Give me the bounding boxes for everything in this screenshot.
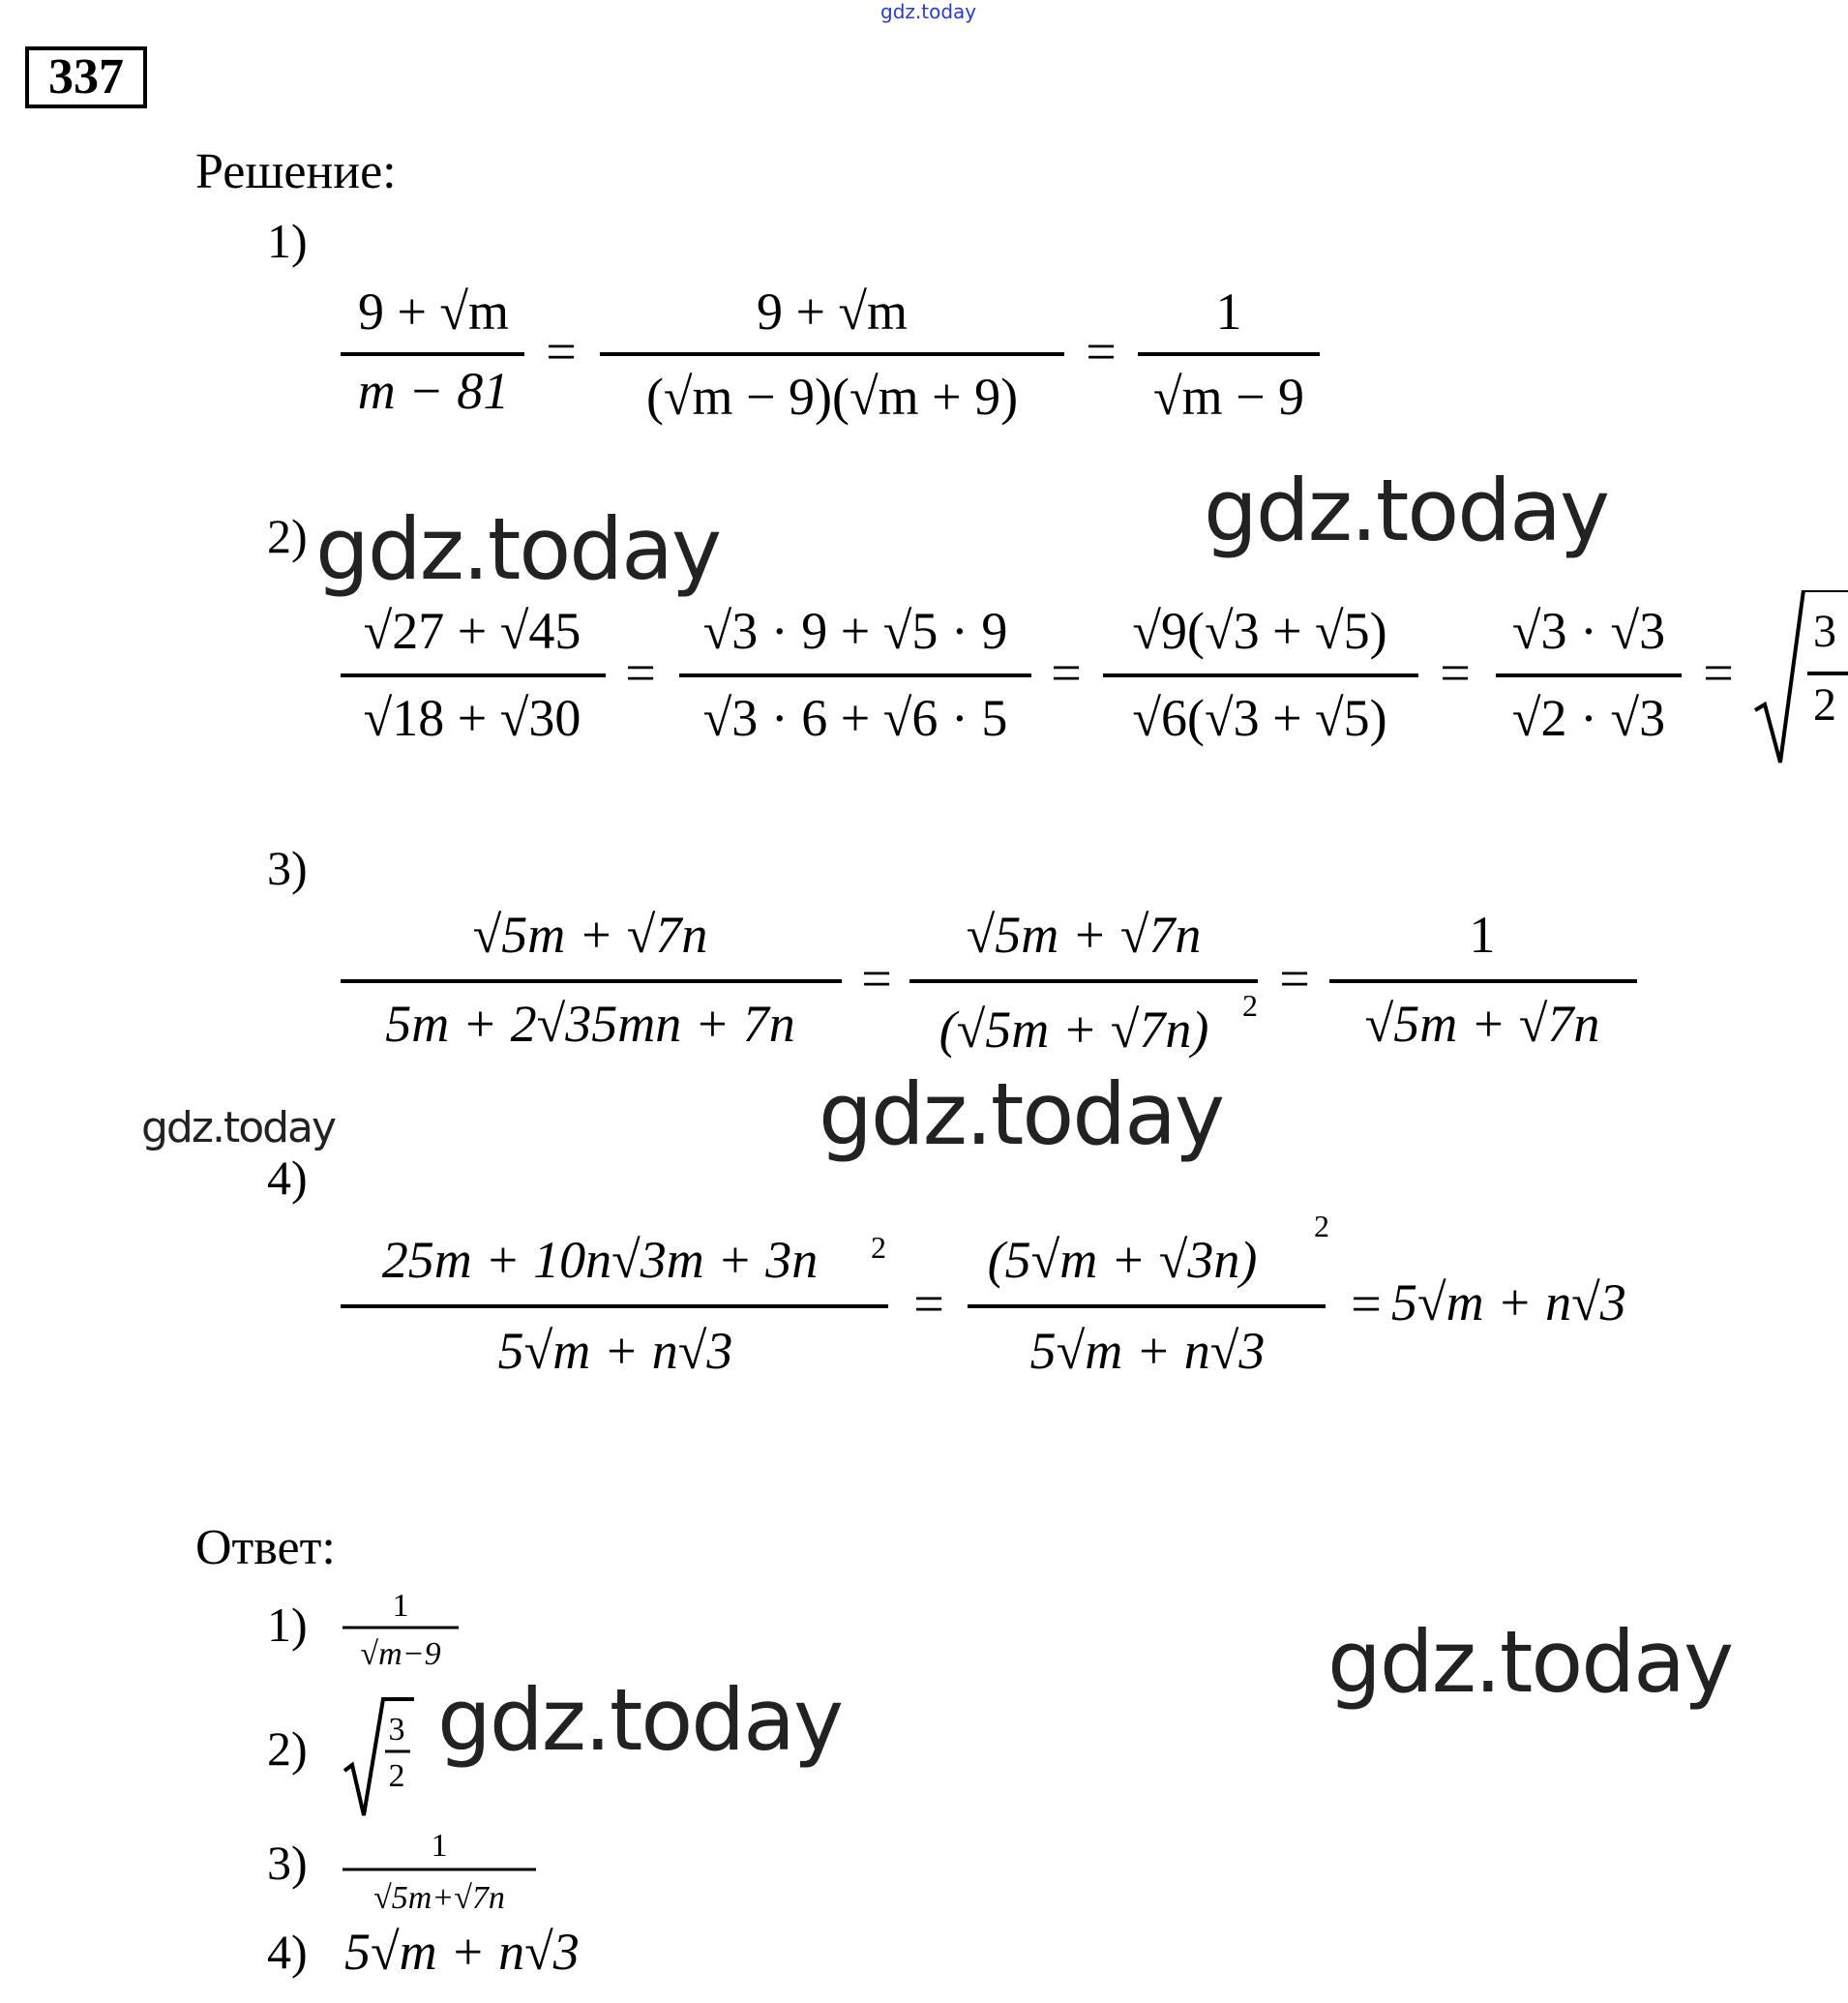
expr2-den3: √6(√3 + √5) bbox=[1132, 689, 1387, 747]
expr1-den1: m − 81 bbox=[357, 362, 510, 420]
watermark: gdz.today bbox=[1327, 1612, 1733, 1712]
expr3-num2: √5m + √7n bbox=[966, 906, 1202, 964]
expr1-num2: 9 + √m bbox=[756, 283, 909, 341]
equals-sign: = bbox=[1440, 643, 1471, 703]
answer-3-den: √5m+√7n bbox=[373, 1880, 505, 1916]
watermark-top: gdz.today bbox=[880, 0, 977, 23]
answer-1 bbox=[339, 1583, 474, 1680]
answer-3-num: 1 bbox=[431, 1828, 448, 1864]
expression-1 bbox=[329, 271, 1355, 445]
expression-4 bbox=[329, 1200, 1703, 1393]
solution-label: Решение: bbox=[195, 144, 397, 199]
expr4-num2-exponent: 2 bbox=[1314, 1209, 1329, 1243]
expr1-num3: 1 bbox=[1215, 283, 1242, 341]
expr3-den2: (√5m + √7n) bbox=[939, 1001, 1209, 1059]
equals-sign: = bbox=[1703, 643, 1734, 703]
answer-number-4: 4) bbox=[267, 1925, 308, 1979]
answer-number-1: 1) bbox=[267, 1598, 308, 1652]
expr2-radicand-den: 2 bbox=[1813, 679, 1836, 731]
equals-sign: = bbox=[1351, 1274, 1382, 1334]
equals-sign: = bbox=[1086, 322, 1117, 382]
expr4-result: 5√m + n√3 bbox=[1391, 1273, 1626, 1331]
equals-sign: = bbox=[1279, 949, 1310, 1009]
expr2-num3: √9(√3 + √5) bbox=[1132, 602, 1387, 660]
equals-sign: = bbox=[625, 643, 656, 703]
answer-number-3: 3) bbox=[267, 1836, 308, 1890]
item-number-3: 3) bbox=[267, 841, 308, 895]
expr2-num1: √27 + √45 bbox=[363, 602, 581, 660]
equals-sign: = bbox=[913, 1274, 944, 1334]
watermark: gdz.today bbox=[141, 1103, 336, 1152]
expr2-radicand-num: 3 bbox=[1813, 606, 1836, 657]
expr2-num2: √3 · 9 + √5 · 9 bbox=[702, 602, 1008, 660]
expr3-num1: √5m + √7n bbox=[472, 906, 708, 964]
expr4-den2: 5√m + n√3 bbox=[1029, 1322, 1266, 1380]
expr1-den3: √m − 9 bbox=[1152, 368, 1305, 426]
answer-4: 5√m + n√3 bbox=[344, 1923, 580, 1981]
item-number-4: 4) bbox=[267, 1151, 308, 1205]
answer-2-radicand-num: 3 bbox=[388, 1712, 405, 1748]
expr3-exponent: 2 bbox=[1242, 988, 1258, 1023]
item-number-2: 2) bbox=[267, 509, 308, 563]
answer-3 bbox=[339, 1823, 542, 1929]
expr4-num2: (5√m + √3n) bbox=[987, 1231, 1258, 1289]
watermark: gdz.today bbox=[437, 1670, 843, 1770]
expr3-den1: 5m + 2√35mn + 7n bbox=[385, 995, 795, 1053]
answer-2 bbox=[339, 1689, 426, 1825]
expr1-den2: (√m − 9)(√m + 9) bbox=[645, 368, 1019, 426]
expr3-den3: √5m + √7n bbox=[1364, 995, 1600, 1053]
expr2-den4: √2 · √3 bbox=[1511, 689, 1666, 747]
watermark: gdz.today bbox=[315, 499, 721, 599]
expr4-den1: 5√m + n√3 bbox=[497, 1322, 733, 1380]
expression-3 bbox=[329, 890, 1645, 1084]
equals-sign: = bbox=[546, 322, 577, 382]
expr4-num1-exponent: 2 bbox=[871, 1230, 886, 1265]
answer-label: Ответ: bbox=[195, 1520, 336, 1575]
watermark: gdz.today bbox=[819, 1064, 1224, 1164]
expr3-num3: 1 bbox=[1469, 906, 1496, 964]
item-number-1: 1) bbox=[267, 214, 308, 268]
watermark: gdz.today bbox=[1204, 461, 1609, 560]
equals-sign: = bbox=[1051, 643, 1082, 703]
equals-sign: = bbox=[861, 949, 892, 1009]
expr2-den2: √3 · 6 + √6 · 5 bbox=[702, 689, 1008, 747]
expr4-num1: 25m + 10n√3m + 3n bbox=[381, 1231, 819, 1289]
expression-2 bbox=[329, 590, 1848, 774]
expr2-den1: √18 + √30 bbox=[363, 689, 581, 747]
expr2-num4: √3 · √3 bbox=[1511, 602, 1666, 660]
answer-2-radicand-den: 2 bbox=[388, 1758, 405, 1794]
expr1-num1: 9 + √m bbox=[357, 283, 510, 341]
answer-1-num: 1 bbox=[392, 1588, 409, 1624]
answer-number-2: 2) bbox=[267, 1721, 308, 1776]
answer-1-den: √m−9 bbox=[360, 1636, 441, 1672]
problem-number: 337 bbox=[25, 46, 147, 108]
